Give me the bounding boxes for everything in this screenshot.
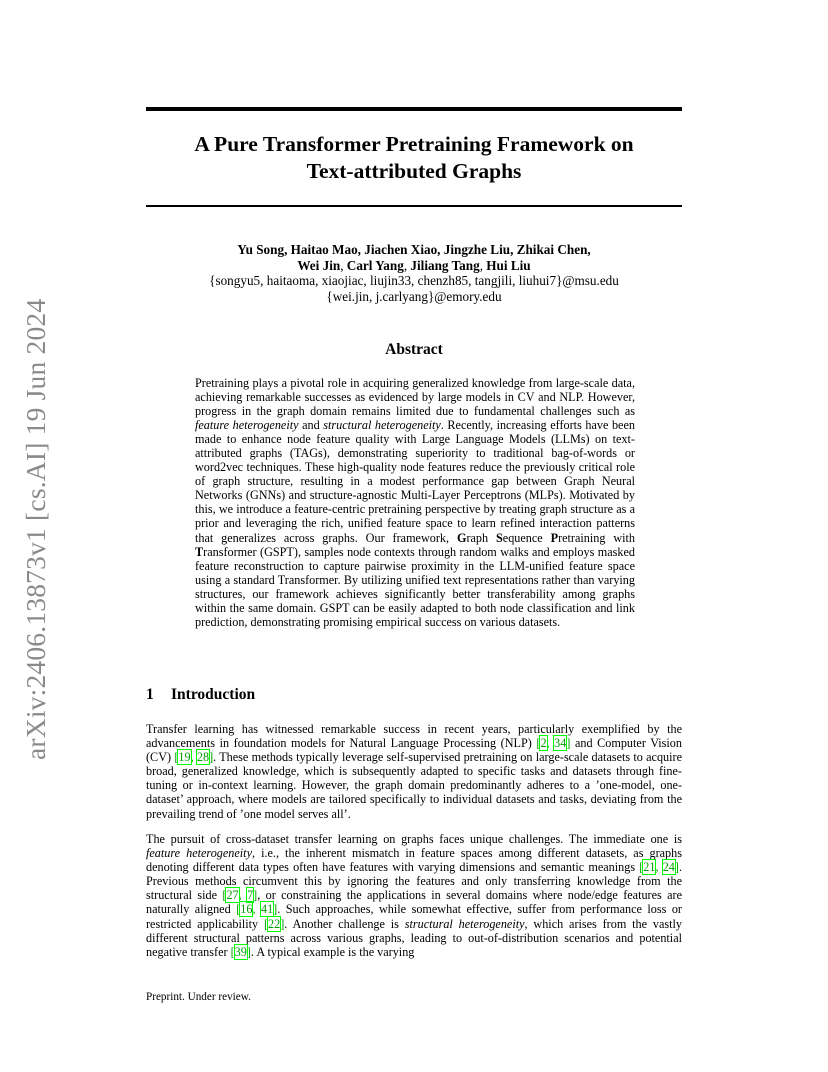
footer-note: Preprint. Under review. bbox=[146, 991, 251, 1003]
authors-line-2: Wei Jin, Carl Yang, Jiliang Tang, Hui Liu bbox=[297, 257, 531, 273]
title-top-rule bbox=[146, 107, 682, 111]
citation-link[interactable]: 27 bbox=[226, 888, 239, 903]
abstract-text: Pretraining plays a pivotal role in acquiring generalized knowledge from large-scale data, achieving remarkable successes as evidenced by large models in CV and NLP. However, progress in the graph domain remains limited due to fundamental challenges such as feature heterogeneity and structural heterogeneity. Recently, increasing efforts have been made to enhance node feature quality with Large Language Models (LLMs) on text-attributed graphs (TAGs), demonstrating superiority to traditional bag-of-words or word2vec techniques. These high-quality node features reduce the previously critical role of graph structure, resulting in a modest performance gap between Graph Neural Networks (GNNs) and structure-agnostic Multi-Layer Perceptrons (MLPs). Motivated by this, we introduce a feature-centric pretraining perspective by treating graph structure as a prior and leveraging the rich, unified feature space to learn refined interaction patterns that generalizes across graphs. Our framework, Graph Sequence Pretraining with Transformer (GSPT), samples node contexts through random walks and employs masked feature reconstruction to capture pairwise proximity in the LLM-unified feature space using a standard Transformer. By utilizing unified text representations rather than varying structures, our framework achieves significantly better transferability among graphs within the same domain. GSPT can be easily adapted to both node classification and link prediction, demonstrating promising empirical success on various datasets. bbox=[195, 376, 636, 629]
title-bottom-rule bbox=[146, 205, 682, 207]
title-line-1: A Pure Transformer Pretraining Framework on bbox=[194, 132, 634, 156]
author-name: Hui Liu bbox=[486, 257, 531, 273]
email-line-2: {wei.jin, j.carlyang}@emory.edu bbox=[326, 288, 502, 304]
section-heading-introduction: 1 Introduction bbox=[146, 686, 256, 703]
citation-link[interactable]: 34 bbox=[554, 736, 567, 751]
authors-line-1: Yu Song, Haitao Mao, Jiachen Xiao, Jingzhe Liu, Zhikai Chen, bbox=[237, 242, 591, 257]
citation-link[interactable]: 2 bbox=[540, 736, 547, 751]
intro-paragraph-2: The pursuit of cross-dataset transfer learning on graphs faces unique challenges. The immediate one is feature heterogeneity, i.e., the inherent mismatch in feature spaces among different datasets, as graphs denoting different data types often have features with varying dimensions and semantic meanings [21, 24]. Previous methods circumvent this by ignoring the features and only transferring knowledge from the structural side [27, 7], or constraining the applications in several domains where node/edge features are naturally aligned [16, 41]. Such approaches, while somewhat effective, suffer from performance loss or restricted applicability [22]. Another challenge is structural heterogeneity, which arises from the vastly different structural patterns across various graphs, leading to out-of-distribution scenarios and potential negative transfer [39]. A typical example is the varying bbox=[146, 832, 682, 959]
citation-link[interactable]: 19 bbox=[178, 750, 191, 765]
citation-link[interactable]: 41 bbox=[260, 902, 274, 917]
intro-paragraph-1: Transfer learning has witnessed remarkable success in recent years, particularly exemplified by the advancements in foundation models for Natural Language Processing (NLP) [2, 34] and Computer Vision (CV) [19, 28]. These methods typically leverage self-supervised pretraining on large-scale datasets to acquire broad, generalized knowledge, which is subsequently adapted to specific tasks and datasets through fine-tuning or in-context learning. However, the graph domain predominantly adheres to a ’one-model, one-dataset’ approach, where models are tailored specifically to individual datasets and tasks, deviating from the prevailing trend of ’one model serves all’. bbox=[146, 722, 682, 821]
citation-link[interactable]: 24 bbox=[662, 860, 675, 875]
author-block bbox=[146, 242, 682, 304]
citation-link[interactable]: 7 bbox=[247, 888, 254, 903]
email-line-1: {songyu5, haitaoma, xiaojiac, liujin33, chenzh85, tangjili, liuhui7}@msu.edu bbox=[209, 273, 619, 288]
author-name: Carl Yang bbox=[346, 257, 404, 273]
citation-link[interactable]: 28 bbox=[196, 750, 210, 765]
citation-link[interactable]: 22 bbox=[268, 916, 281, 931]
title-line-2: Text-attributed Graphs bbox=[306, 159, 522, 183]
arxiv-identifier: arXiv:2406.13873v1 [cs.AI] 19 Jun 2024 bbox=[20, 298, 51, 760]
paper-title bbox=[146, 131, 682, 185]
citation-link[interactable]: 21 bbox=[643, 860, 656, 875]
citation-link[interactable]: 16 bbox=[240, 902, 253, 917]
author-name: Wei Jin bbox=[297, 257, 341, 273]
citation-link[interactable]: 39 bbox=[234, 944, 247, 959]
author-name: Jiliang Tang bbox=[410, 257, 480, 273]
abstract-heading: Abstract bbox=[385, 341, 443, 358]
